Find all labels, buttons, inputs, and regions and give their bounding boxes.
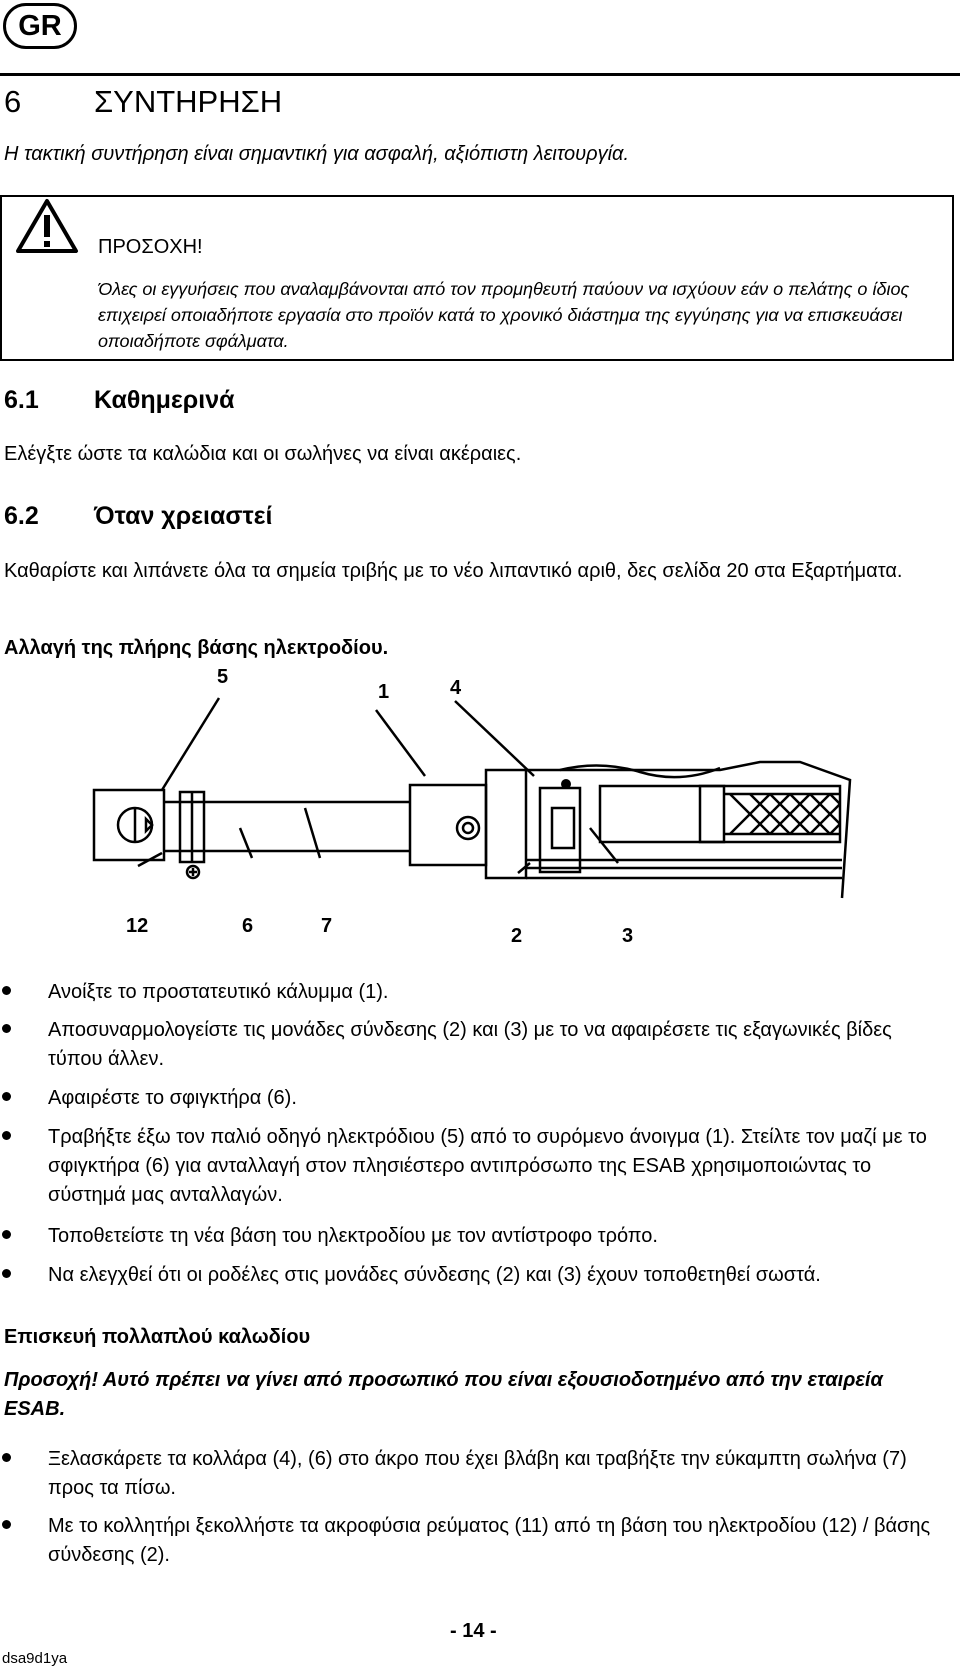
- bullet-icon: [2, 1131, 11, 1140]
- diagram-label-6: 6: [242, 915, 254, 937]
- warning-triangle-icon: [15, 198, 79, 254]
- document-code: dsa9d1ya: [2, 1650, 68, 1667]
- warning-text: Όλες οι εγγυήσεις που αναλαμβάνονται από τον προμηθευτή παύουν να ισχύουν εάν ο πελάτης ο ίδιος επιχειρεί οποιαδήποτε εργασία στο προϊόν κατά το χρονικό διάστημα της εγγύησης για να επισκευάσει οποιαδήποτε σφάλματα.: [98, 279, 910, 351]
- subsection-heading-6-1: [4, 384, 604, 416]
- bullet-icon: [2, 1024, 11, 1033]
- diagram-label-4: 4: [450, 677, 462, 699]
- electrode-holder-diagram: [0, 668, 960, 953]
- subsection-title: Όταν χρειαστεί: [94, 502, 273, 530]
- top-rule: [0, 73, 960, 76]
- subsection-title: Καθημερινά: [94, 386, 235, 414]
- cable-repair-heading: Επισκευή πολλαπλού καλωδίου: [4, 1326, 311, 1348]
- bullet-icon: [2, 1520, 11, 1529]
- language-badge: GR: [3, 3, 77, 49]
- bullet-icon: [2, 1269, 11, 1278]
- diagram-label-5: 5: [217, 668, 229, 688]
- page-number: - 14 -: [450, 1620, 497, 1642]
- section-number: 6: [4, 84, 22, 119]
- diagram-label-1: 1: [378, 681, 390, 703]
- bullet-icon: [2, 1453, 11, 1462]
- section-intro: Η τακτική συντήρηση είναι σημαντική για ασφαλή, αξιόπιστη λειτουργία.: [4, 143, 630, 165]
- section-title: ΣΥΝΤΗΡΗΣΗ: [94, 84, 283, 119]
- diagram-label-12: 12: [126, 915, 149, 937]
- bullet-icon: [2, 1230, 11, 1239]
- cable-repair-note: Προσοχή! Αυτό πρέπει να γίνει από προσωπικό που είναι εξουσιοδοτημένο από την εταιρεία ESAB.: [4, 1369, 883, 1420]
- bullet-icon: [2, 986, 11, 995]
- subsection-text-6-1: Ελέγξτε ώστε τα καλώδια και οι σωλήνες να είναι ακέραιες.: [4, 443, 522, 465]
- warning-heading: ΠΡΟΣΟΧΗ!: [98, 236, 203, 258]
- subsection-heading-6-2: [4, 500, 604, 532]
- subsection-number: 6.2: [4, 502, 39, 530]
- diagram-label-7: 7: [321, 915, 333, 937]
- subsection-text-6-2: Καθαρίστε και λιπάνετε όλα τα σημεία τριβής με το νέο λιπαντικό αριθ, δες σελίδα 20 στα Εξαρτήματα.: [4, 560, 903, 582]
- diagram-label-2: 2: [511, 925, 523, 947]
- section-heading: [4, 82, 604, 122]
- subsection-number: 6.1: [4, 386, 39, 414]
- electrode-heading: Αλλαγή της πλήρης βάσης ηλεκτροδίου.: [4, 637, 389, 659]
- bullet-icon: [2, 1092, 11, 1101]
- diagram-label-3: 3: [622, 925, 634, 947]
